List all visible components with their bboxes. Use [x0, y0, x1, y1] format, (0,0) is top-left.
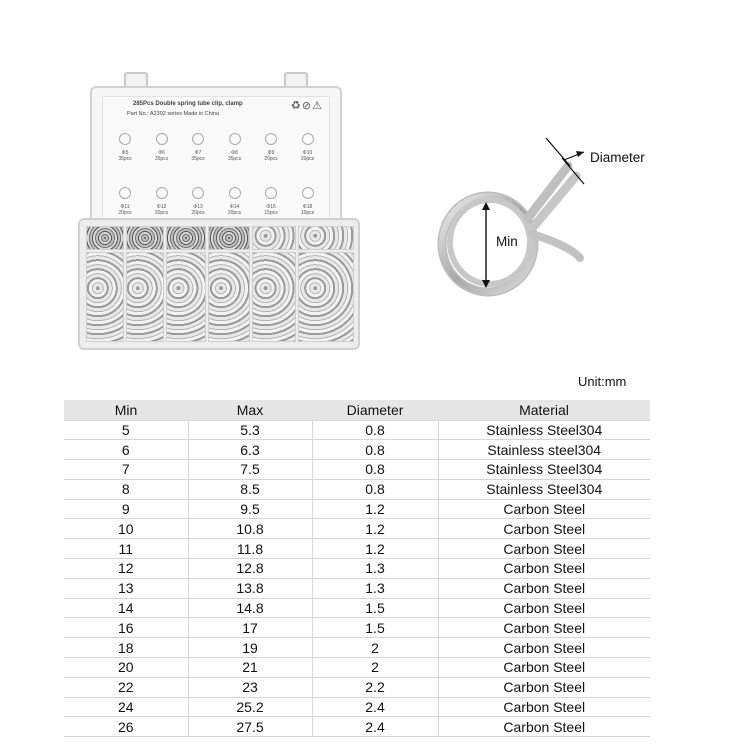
cell-qty: 35pcs	[227, 156, 242, 162]
warning-icons: ♻⊘⚠	[291, 100, 323, 112]
compartment	[252, 252, 296, 342]
clip-icon	[302, 133, 314, 145]
cell-size: Φ12	[156, 204, 167, 210]
cell-qty: 20pcs	[118, 210, 132, 216]
cell-max: 6.3	[188, 440, 312, 460]
table-row	[64, 618, 650, 638]
cell-max: 7.5	[188, 460, 312, 480]
cell-size: Φ16	[266, 204, 276, 210]
compartment	[208, 252, 250, 342]
cell-qty: 20pcs	[264, 156, 278, 162]
clip-icon	[265, 133, 277, 145]
compartment	[126, 226, 164, 250]
table-row	[64, 598, 650, 618]
cell-diameter: 2.2	[312, 677, 438, 697]
compartment	[166, 226, 206, 250]
cell-qty: 15pcs	[264, 210, 278, 216]
kit-size-cell	[257, 125, 285, 171]
cell-max: 12.8	[188, 559, 312, 579]
cell-material: Stainless Steel304	[438, 460, 650, 480]
cell-qty: 35pcs	[118, 156, 132, 162]
cell-min: 5	[64, 420, 188, 440]
table-row	[64, 677, 650, 697]
kit-size-cell	[111, 125, 139, 171]
table-row	[64, 499, 650, 519]
cell-material: Stainless Steel304	[438, 479, 650, 499]
table-row	[64, 440, 650, 460]
kit-size-cell	[148, 125, 176, 171]
cell-diameter: 1.5	[312, 598, 438, 618]
cell-min: 7	[64, 460, 188, 480]
cell-diameter: 2	[312, 658, 438, 678]
cell-size: Φ8	[231, 150, 238, 156]
cell-min: 13	[64, 578, 188, 598]
clip-kit-box	[78, 68, 360, 350]
cell-qty: 20pcs	[227, 210, 242, 216]
cell-size: Φ9	[267, 150, 275, 156]
cell-diameter: 0.8	[312, 460, 438, 480]
header-material: Material	[438, 400, 650, 420]
cell-material: Carbon Steel	[438, 717, 650, 737]
cell-min: 26	[64, 717, 188, 737]
clip-icon	[265, 187, 277, 199]
cell-diameter: 1.3	[312, 578, 438, 598]
compartment	[86, 252, 124, 342]
cell-min: 16	[64, 618, 188, 638]
table-row	[64, 717, 650, 737]
cell-diameter: 1.2	[312, 539, 438, 559]
cell-material: Carbon Steel	[438, 638, 650, 658]
cell-max: 19	[188, 638, 312, 658]
cell-material: Carbon Steel	[438, 618, 650, 638]
cell-max: 13.8	[188, 578, 312, 598]
box-tray	[78, 218, 360, 350]
cell-diameter: 2	[312, 638, 438, 658]
cell-min: 22	[64, 677, 188, 697]
clip-icon	[192, 133, 204, 145]
header-min: Min	[64, 400, 188, 420]
cell-qty: 20pcs	[154, 210, 169, 216]
kit-label-card	[102, 96, 330, 230]
cell-material: Carbon Steel	[438, 578, 650, 598]
cell-min: 11	[64, 539, 188, 559]
cell-diameter: 0.8	[312, 479, 438, 499]
cell-max: 17	[188, 618, 312, 638]
compartment	[166, 252, 206, 342]
cell-min: 6	[64, 440, 188, 460]
table-row	[64, 460, 650, 480]
cell-qty: 35pcs	[191, 156, 205, 162]
clip-icon	[229, 187, 241, 199]
cell-max: 8.5	[188, 479, 312, 499]
compartment	[298, 226, 354, 250]
kit-size-cell	[184, 125, 212, 171]
cell-material: Carbon Steel	[438, 499, 650, 519]
table-row	[64, 638, 650, 658]
compartment	[298, 252, 354, 342]
cell-min: 14	[64, 598, 188, 618]
table-row	[64, 539, 650, 559]
cell-diameter: 0.8	[312, 440, 438, 460]
cell-diameter: 1.3	[312, 559, 438, 579]
cell-size: Φ5	[121, 150, 129, 156]
compartment	[86, 226, 124, 250]
cell-max: 10.8	[188, 519, 312, 539]
cell-max: 25.2	[188, 697, 312, 717]
cell-material: Carbon Steel	[438, 539, 650, 559]
min-label: Min	[496, 234, 518, 249]
cell-material: Carbon Steel	[438, 519, 650, 539]
cell-diameter: 1.5	[312, 618, 438, 638]
cell-diameter: 1.2	[312, 499, 438, 519]
cell-min: 20	[64, 658, 188, 678]
cell-max: 23	[188, 677, 312, 697]
cell-max: 27.5	[188, 717, 312, 737]
clip-icon	[119, 187, 131, 199]
compartment	[208, 226, 250, 250]
compartment	[126, 252, 164, 342]
compartment	[252, 226, 296, 250]
cell-size: Φ6	[158, 150, 165, 156]
cell-qty: 35pcs	[154, 156, 169, 162]
cell-size: Φ13	[193, 204, 203, 210]
cell-max: 5.3	[188, 420, 312, 440]
cell-size: Φ11	[120, 204, 130, 210]
cell-qty: 10pcs	[300, 210, 315, 216]
cell-max: 11.8	[188, 539, 312, 559]
cell-min: 8	[64, 479, 188, 499]
cell-material: Carbon Steel	[438, 598, 650, 618]
cell-qty: 20pcs	[191, 210, 205, 216]
cell-diameter: 1.2	[312, 519, 438, 539]
clip-icon	[119, 133, 131, 145]
cell-diameter: 2.4	[312, 697, 438, 717]
kit-title: 285Pcs Double spring tube clip, clamp	[133, 101, 243, 107]
table-row	[64, 697, 650, 717]
cell-material: Stainless Steel304	[438, 420, 650, 440]
unit-label: Unit:mm	[578, 374, 627, 389]
kit-size-cell	[294, 125, 322, 171]
cell-max: 21	[188, 658, 312, 678]
cell-material: Carbon Steel	[438, 677, 650, 697]
table-body	[64, 420, 650, 737]
clip-icon	[302, 187, 314, 199]
table-row	[64, 519, 650, 539]
cell-size: Φ14	[229, 204, 240, 210]
clip-icon	[156, 133, 168, 145]
table-row	[64, 420, 650, 440]
cell-min: 18	[64, 638, 188, 658]
cell-diameter: 2.4	[312, 717, 438, 737]
diameter-label: Diameter	[590, 150, 645, 165]
cell-qty: 20pcs	[300, 156, 315, 162]
cell-size: Φ18	[302, 204, 313, 210]
cell-diameter: 0.8	[312, 420, 438, 440]
cell-max: 14.8	[188, 598, 312, 618]
table-header-row	[64, 400, 650, 420]
clip-icon	[192, 187, 204, 199]
table-row	[64, 559, 650, 579]
kit-subtitle: Part No.: A2392 series Made in China	[127, 111, 220, 117]
cell-material: Stainless steel304	[438, 440, 650, 460]
table-row	[64, 479, 650, 499]
header-diameter: Diameter	[312, 400, 438, 420]
clip-icon	[229, 133, 241, 145]
spec-table	[64, 400, 650, 737]
cell-size: Φ10	[302, 150, 313, 156]
cell-min: 24	[64, 697, 188, 717]
spring-clip-diagram	[420, 126, 680, 306]
kit-size-cell	[221, 125, 249, 171]
cell-min: 9	[64, 499, 188, 519]
cell-material: Carbon Steel	[438, 658, 650, 678]
cell-size: Φ7	[194, 150, 202, 156]
table-row	[64, 658, 650, 678]
cell-material: Carbon Steel	[438, 559, 650, 579]
cell-min: 12	[64, 559, 188, 579]
cell-min: 10	[64, 519, 188, 539]
cell-max: 9.5	[188, 499, 312, 519]
header-max: Max	[188, 400, 312, 420]
table-row	[64, 578, 650, 598]
cell-material: Carbon Steel	[438, 697, 650, 717]
clip-icon	[156, 187, 168, 199]
